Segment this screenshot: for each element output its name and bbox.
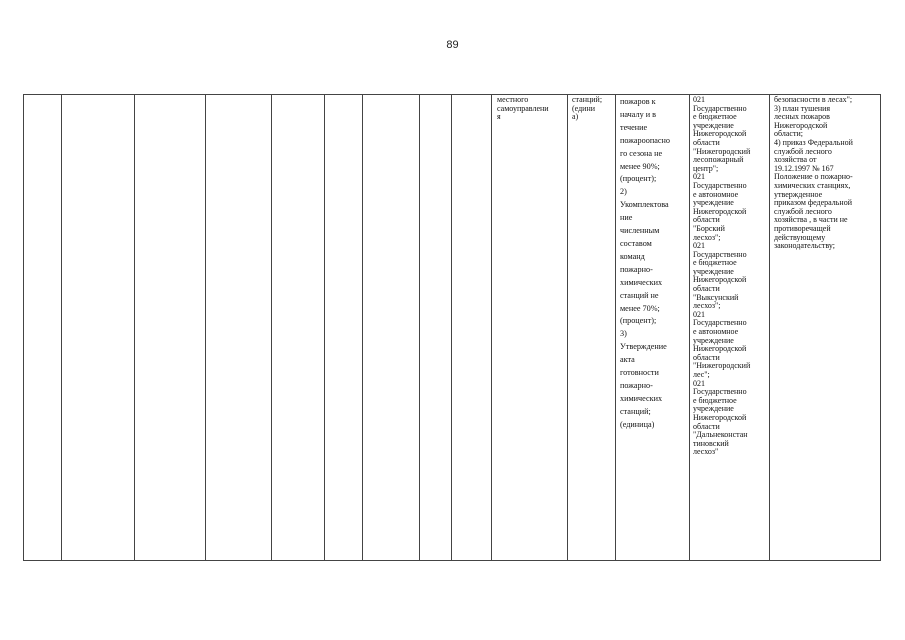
cell-unit: станций; (едини а) <box>572 95 603 122</box>
page-number: 89 <box>446 39 459 51</box>
column-divider <box>419 95 420 560</box>
column-divider <box>61 95 62 560</box>
column-divider <box>491 95 492 560</box>
column-divider <box>567 95 568 560</box>
cell-local-government: местного самоуправлени я <box>497 95 549 122</box>
column-divider <box>271 95 272 560</box>
cell-executors: 021 Государственно е бюджетное учреждение Нижегородской области "Нижегородский лесопожарный центр"; 021 Государственно е автономное учреждение Нижегородской области "Борский лесхоз"; 021 Государственно е бюджетное учреждение Нижегородской области "Выксунский лесхоз"; 021 Государственно е автономное учреждение Нижегородской области "Нижегородский лес"; 021 Государственно е бюджетное учреждение Нижегородской области "Дальнеконстан тиновский лесхоз" <box>693 95 751 457</box>
cell-documents: безопасности в лесах"; 3) план тушения лесных пожаров Нижегородской области; 4) приказ Федеральной службой лесного хозяйства от 19.12.1997 № 167 Положение о пожарно- химических станциях, утвержденное приказом федеральной службой лесного хозяйства , в части не противоречащей действующему законодательству; <box>774 95 853 251</box>
data-table <box>23 94 881 561</box>
column-divider <box>324 95 325 560</box>
column-divider <box>769 95 770 560</box>
column-divider <box>205 95 206 560</box>
column-divider <box>615 95 616 560</box>
column-divider <box>689 95 690 560</box>
column-divider <box>134 95 135 560</box>
column-divider <box>362 95 363 560</box>
column-divider <box>451 95 452 560</box>
cell-indicators: пожаров к началу и в течение пожароопасно го сезона не менее 90%; (процент); 2) Укомплектова ние численным составом команд пожарно- химических станций не менее 70%; (процент); 3) Утверждение акта готовности пожарно- химических станций; (единица) <box>620 97 670 429</box>
